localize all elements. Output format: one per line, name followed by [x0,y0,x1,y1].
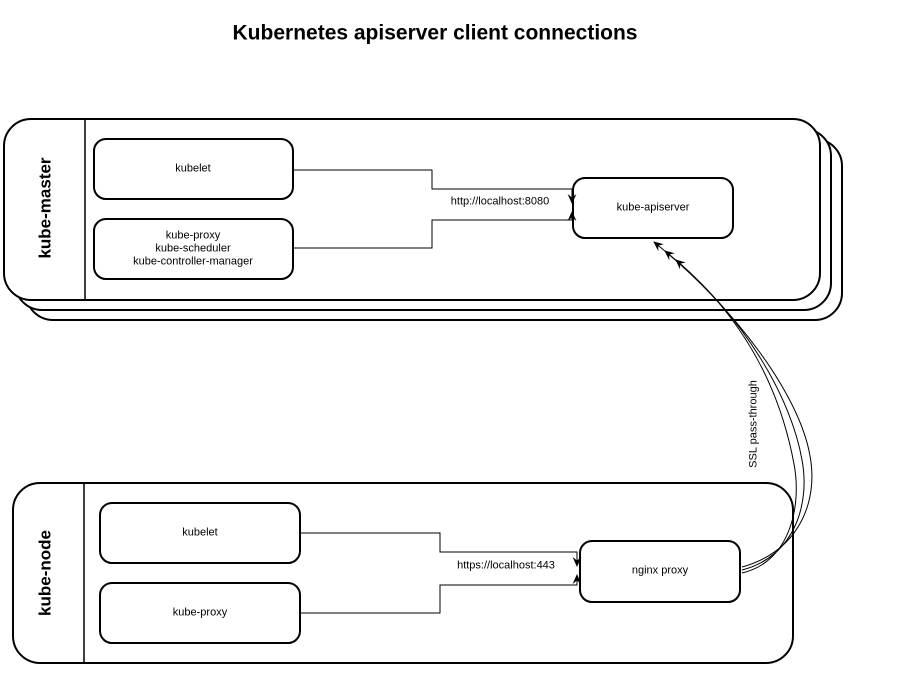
master-edge-label-http-localhost-8080: http://localhost:8080 [450,195,550,208]
master-services-line-kube-proxy: kube-proxy [165,229,221,242]
master-group-label: kube-master [35,157,55,259]
master-services-line-kube-scheduler: kube-scheduler [155,242,231,255]
node-group-label: kube-node [35,530,55,616]
master-kubelet-label: kubelet [175,162,211,175]
kube-apiserver-label: kube-apiserver [616,201,690,214]
node-kube-proxy-label: kube-proxy [172,606,228,619]
diagram-title: Kubernetes apiserver client connections [232,21,638,45]
ssl-pass-through-label: SSL pass-through [747,380,760,468]
node-edge-label-https-localhost-443: https://localhost:443 [457,559,555,572]
nginx-proxy-label: nginx proxy [631,564,689,577]
master-services-label [133,230,253,269]
node-kubelet-label: kubelet [182,526,218,539]
master-services-line-kube-controller-manager: kube-controller-manager [133,255,253,268]
